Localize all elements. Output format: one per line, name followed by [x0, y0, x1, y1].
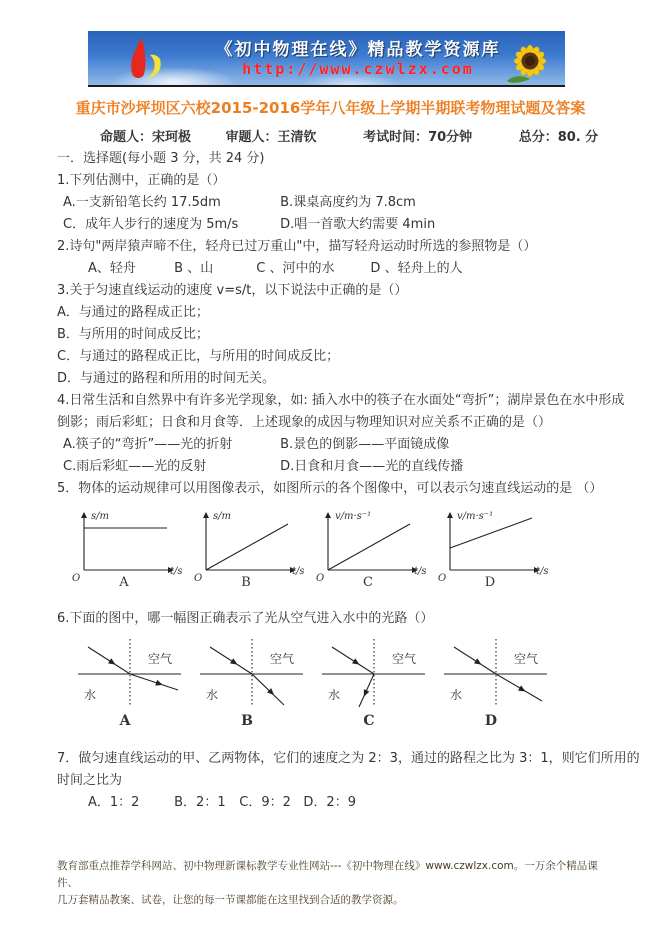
option-c: C 、河中的水 [256, 261, 335, 276]
water-label: 水 [450, 688, 463, 702]
option-a: A.筷子的“弯折”——光的折射 [63, 437, 233, 452]
page-title: 重庆市沙坪坝区六校2015-2016学年八年级上学期半期联考物理试题及答案 [75, 99, 586, 117]
refraction-diagram-c [316, 634, 431, 732]
option-d: D．2：9 [303, 795, 356, 810]
origin-label: O [194, 573, 203, 584]
question-4 [57, 390, 625, 478]
option-row [57, 192, 607, 214]
y-axis-label: v/m·s⁻¹ [335, 511, 372, 522]
origin-label: O [72, 573, 81, 584]
footer-text [57, 858, 609, 909]
diagram-letter: B [241, 713, 253, 729]
footer-line-1: 教育部重点推荐学科网站、初中物理新课标教学专业性网站---《初中物理在线》www.czwlzx.com。一万余个精品课件、 [57, 860, 598, 889]
option-c: C.雨后彩虹——光的反射 [63, 459, 207, 474]
question-stem: 1.下列估测中，正确的是（） [57, 173, 226, 188]
y-axis-label: s/m [91, 511, 109, 522]
origin-label: O [438, 573, 447, 584]
motion-graph-d [435, 506, 553, 594]
question-stem: 5．物体的运动规律可以用图像表示，如图所示的各个图像中，可以表示匀速直线运动的是 （） [57, 481, 603, 496]
refraction-diagrams [72, 634, 607, 732]
question-7 [57, 748, 640, 814]
section-title: 一．选择题(每小题 3 分，共 24 分) [57, 151, 265, 166]
footer-line-2: 几万套精品教案、试卷，让您的每一节课都能在这里找到合适的教学资源。 [57, 894, 404, 906]
diagram-letter: D [484, 713, 498, 729]
graph-letter: C [363, 575, 373, 590]
option-c: C．成年人步行的速度为 5m/s [63, 217, 239, 232]
option-b: B 、山 [174, 261, 214, 276]
option-b: B.景色的倒影——平面镜成像 [280, 437, 450, 452]
option-row [57, 214, 607, 236]
question-5 [57, 478, 607, 594]
option-d: D.日食和月食——光的直线传播 [280, 459, 464, 474]
question-3 [57, 280, 607, 390]
sunflower-icon [497, 35, 559, 89]
option-row [57, 792, 607, 814]
diagram-letter: A [119, 713, 131, 729]
question-stem: 倒影；雨后彩虹；日食和月食等．上述现象的成因与物理知识对应关系不正确的是（） [57, 415, 552, 430]
x-axis-label: t/s [170, 566, 183, 577]
exam-body [57, 148, 640, 814]
proposer: 命题人：宋珂极 [100, 130, 192, 145]
question-stem: 2.诗句"两岸猿声啼不住，轻舟已过万重山"中，描写轻舟运动时所选的参照物是（） [57, 239, 537, 254]
banner-site-url[interactable]: http://www.czwlzx.com [242, 60, 474, 78]
exam-info [100, 126, 628, 145]
option-b: B．2：1 [174, 795, 226, 810]
flame-logo-icon [120, 37, 172, 85]
question-stem: 6.下面的图中，哪一幅图正确表示了光从空气进入水中的光路（） [57, 611, 434, 626]
y-axis-label: v/m·s⁻¹ [457, 511, 494, 522]
option-d: D.唱一首歌大约需要 4min [280, 217, 436, 232]
banner-site-title: 《初中物理在线》精品教学资源库 [215, 40, 501, 60]
question-1 [57, 170, 607, 236]
question-stem: 3.关于匀速直线运动的速度 v=s/t，以下说法中正确的是（） [57, 283, 408, 298]
air-label: 空气 [148, 652, 173, 666]
option-a: A.一支新铅笔长约 17.5dm [63, 195, 221, 210]
motion-graph-c [313, 506, 431, 594]
motion-graphs [69, 506, 607, 594]
air-label: 空气 [514, 652, 539, 666]
option-b: B.课桌高度约为 7.8cm [280, 195, 416, 210]
option-row [57, 258, 607, 280]
graph-letter: A [119, 575, 129, 590]
refraction-diagram-b [194, 634, 309, 732]
water-label: 水 [206, 688, 219, 702]
option-d: D．与通过的路程和所用的时间无关。 [57, 371, 276, 386]
graph-letter: B [241, 575, 251, 590]
option-a: A、轻舟 [88, 261, 136, 276]
question-stem: 时间之比为 [57, 773, 123, 788]
y-axis-label: s/m [213, 511, 231, 522]
question-2 [57, 236, 607, 280]
option-a: A．1：2 [88, 795, 140, 810]
reviewer: 审题人：王清钦 [225, 130, 317, 145]
x-axis-label: t/s [292, 566, 305, 577]
water-label: 水 [84, 688, 97, 702]
graph-letter: D [484, 575, 496, 590]
origin-label: O [316, 573, 325, 584]
motion-graph-a [69, 506, 187, 594]
question-6 [57, 608, 607, 732]
option-row [57, 434, 607, 456]
option-c: C．9：2 [239, 795, 291, 810]
site-banner [88, 31, 565, 87]
water-label: 水 [328, 688, 341, 702]
duration: 考试时间：70分钟 [363, 130, 473, 145]
x-axis-label: t/s [536, 566, 549, 577]
question-stem: 7．做匀速直线运动的甲、乙两物体，它们的速度之为 2：3，通过的路程之比为 3：1，则它们所用的 [57, 751, 640, 766]
option-c: C．与通过的路程成正比，与所用的时间成反比； [57, 349, 340, 364]
refraction-diagram-d [438, 634, 553, 732]
question-stem: 4.日常生活和自然界中有许多光学现象，如: 插入水中的筷子在水面处“弯折”；湖岸景色在水中形成 [57, 393, 625, 408]
motion-graph-b [191, 506, 309, 594]
option-row [57, 456, 607, 478]
refraction-diagram-a [72, 634, 187, 732]
x-axis-label: t/s [414, 566, 427, 577]
option-d: D 、轻舟上的人 [370, 261, 463, 276]
option-a: A．与通过的路程成正比； [57, 305, 209, 320]
air-label: 空气 [270, 652, 295, 666]
diagram-letter: C [363, 713, 375, 729]
air-label: 空气 [392, 652, 417, 666]
total-score: 总分：80. 分 [518, 130, 599, 145]
option-b: B．与所用的时间成反比； [57, 327, 209, 342]
